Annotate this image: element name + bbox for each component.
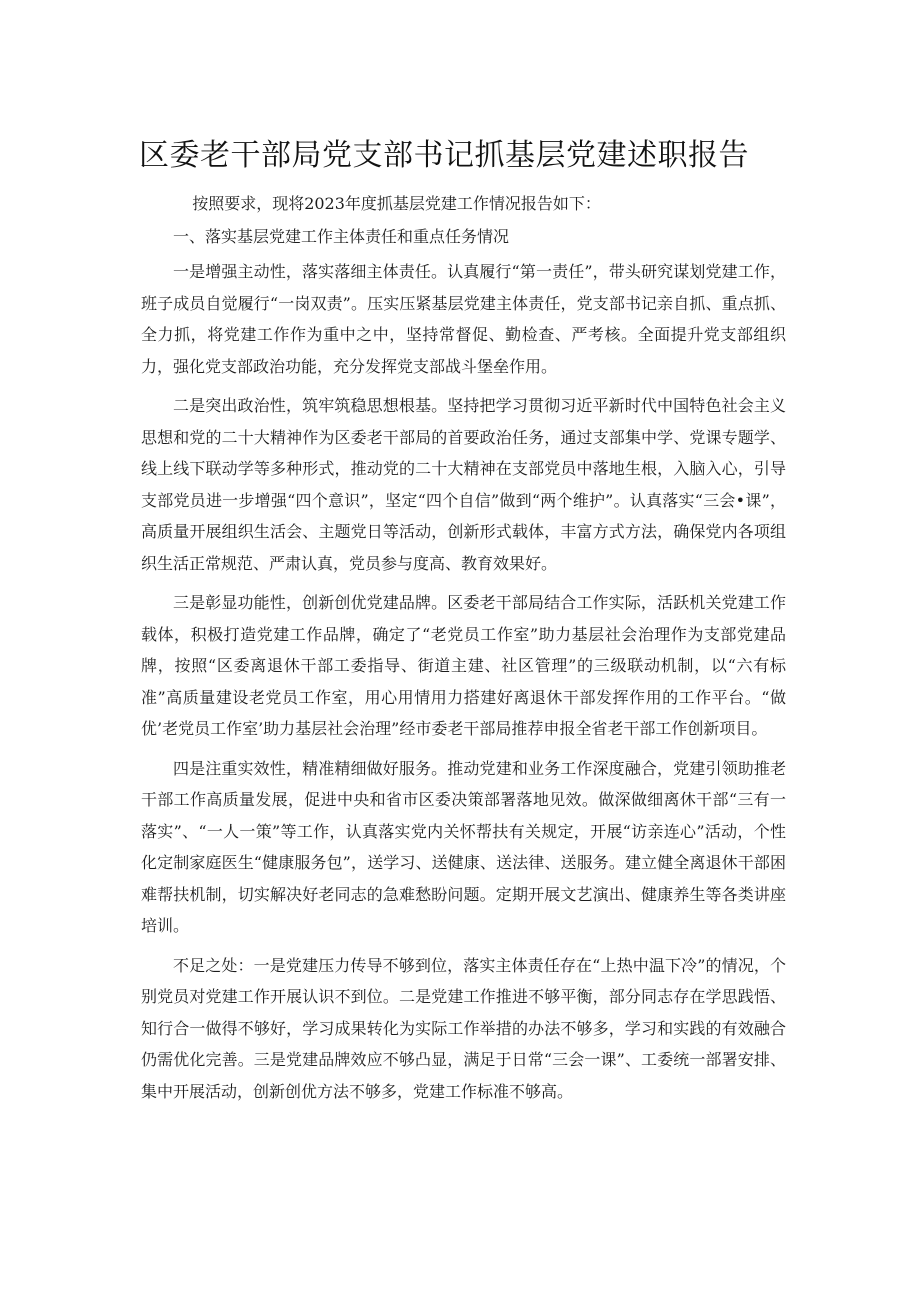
document-body [141, 188, 786, 1107]
section-heading: 一、落实基层党建工作主体责任和重点任务情况 [173, 226, 510, 246]
paragraph-three: 三是彰显功能性，创新创优党建品牌。区委老干部局结合工作实际，活跃机关党建工作载体，积极打造党建工作品牌，确定了“老党员工作室”助力基层社会治理作为支部党建品牌，按照“区委离退休干部工委指导、街道主建、社区管理”的三级联动机制，以“六有标准”高质量建设老党员工作室，用心用情用力搭建好离退休干部发挥作用的工作平台。“做优’老党员工作室’助力基层社会治理”经市委老干部局推荐申报全省老干部工作创新项目。 [141, 593, 786, 738]
paragraph-four: 四是注重实效性，精准精细做好服务。推动党建和业务工作深度融合，党建引领助推老干部工作高质量发展，促进中央和省市区委决策部署落地见效。做深做细离休干部“三有一落实”、“一人一策”等工作，认真落实党内关怀帮扶有关规定，开展“访亲连心”活动，个性化定制家庭医生“健康服务包”，送学习、送健康、送法律、送服务。建立健全离退休干部困难帮扶机制，切实解决好老同志的急难愁盼问题。定期开展文艺演出、健康养生等各类讲座培训。 [141, 758, 786, 935]
paragraph-two: 二是突出政治性，筑牢筑稳思想根基。坚持把学习贯彻习近平新时代中国特色社会主义思想和党的二十大精神作为区委老干部局的首要政治任务，通过支部集中学、党课专题学、线上线下联动学等多种形式，推动党的二十大精神在支部党员中落地生根，入脑入心，引导支部党员进一步增强“四个意识”，坚定“四个自信”做到“两个维护”。认真落实“三会•课”，高质量开展组织生活会、主题党日等活动，创新形式载体，丰富方式方法，确保党内各项组织生活正常规范、严肃认真，党员参与度高、教育效果好。 [141, 396, 786, 573]
paragraph-one: 一是增强主动性，落实落细主体责任。认真履行“第一责任”，带头研究谋划党建工作，班子成员自觉履行“一岗双责”。压实压紧基层党建主体责任，党支部书记亲自抓、重点抓、全力抓，将党建工作作为重中之中，坚持常督促、勤检查、严考核。全面提升党支部组织力，强化党支部政治功能，充分发挥党支部战斗堡垒作用。 [141, 262, 786, 376]
intro-paragraph: 按照要求，现将2023年度抓基层党建工作情况报告如下： [192, 194, 601, 213]
paragraph-shortcomings: 不足之处：一是党建压力传导不够到位，落实主体责任存在“上热中温下冷”的情况，个别党员对党建工作开展认识不到位。二是党建工作推进不够平衡，部分同志存在学思践悟、知行合一做得不够好，学习成果转化为实际工作举措的办法不够多，学习和实践的有效融合仍需优化完善。三是党建品牌效应不够凸显，满足于日常“三会一课”、工委统一部署安排、集中开展活动，创新创优方法不够多，党建工作标准不够高。 [141, 955, 786, 1101]
document-title: 区委老干部局党支部书记抓基层党建述职报告 [139, 138, 749, 173]
